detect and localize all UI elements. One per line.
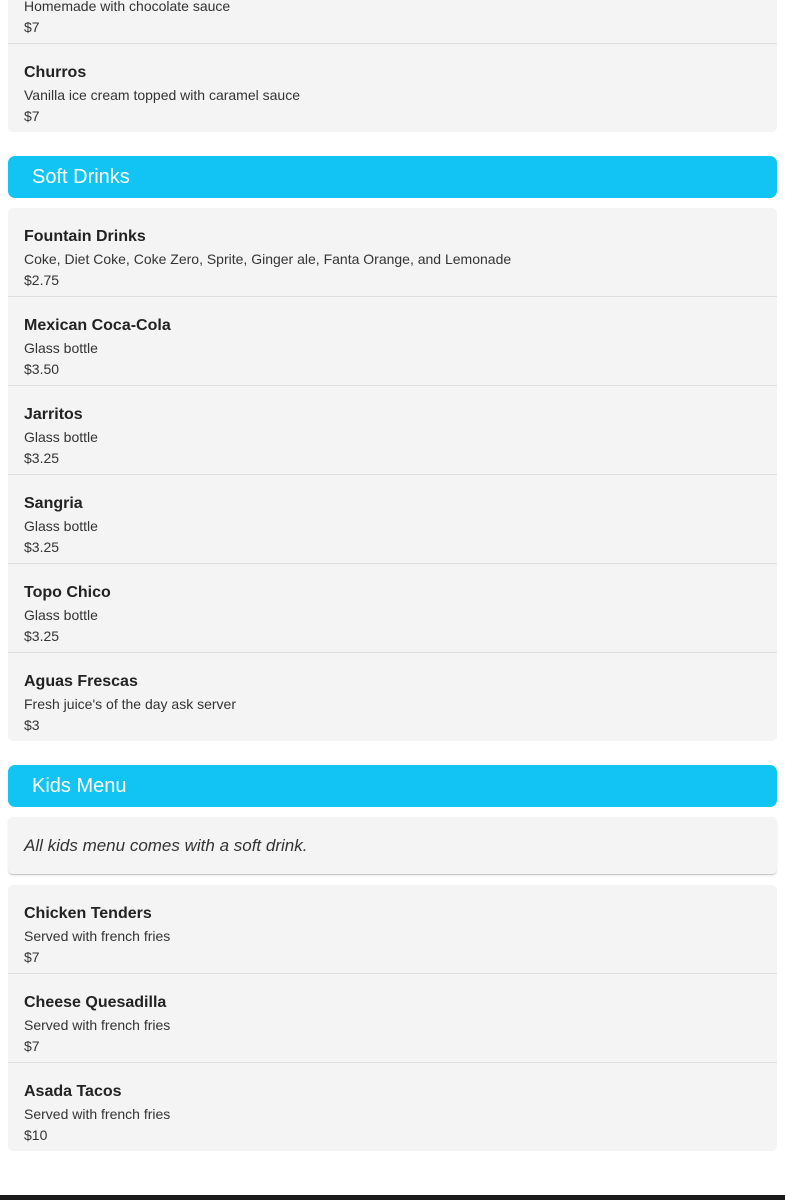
section-header-soft-drinks: Soft Drinks [8, 156, 777, 198]
item-price: $7 [24, 1038, 40, 1054]
menu-item [8, 208, 777, 297]
menu-item [8, 885, 777, 974]
item-price: $7 [24, 19, 40, 35]
item-price: $3.25 [24, 450, 60, 466]
item-description: Fresh juice's of the day ask server [24, 696, 236, 712]
item-price: $3 [24, 717, 40, 733]
item-price: $7 [24, 949, 40, 965]
item-name: Fountain Drinks [24, 228, 146, 245]
menu-item [8, 564, 777, 653]
item-description: Homemade with chocolate sauce [24, 0, 231, 14]
item-description: Glass bottle [24, 518, 98, 534]
item-name: Asada Tacos [24, 1083, 122, 1100]
item-description: Glass bottle [24, 607, 98, 623]
item-description: Glass bottle [24, 340, 98, 356]
kids-menu-note: All kids menu comes with a soft drink. [8, 817, 777, 875]
item-description: Glass bottle [24, 429, 98, 445]
menu-item [8, 0, 777, 44]
item-name: Jarritos [24, 406, 83, 423]
item-name: Mexican Coca-Cola [24, 317, 171, 334]
menu-item [8, 1063, 777, 1151]
item-price: $2.75 [24, 272, 60, 288]
menu-item [8, 386, 777, 475]
desserts-card [8, 0, 777, 132]
item-description: Vanilla ice cream topped with caramel sauce [24, 87, 300, 103]
menu-item [8, 974, 777, 1063]
item-name: Chicken Tenders [24, 905, 152, 922]
soft-drinks-card [8, 208, 777, 741]
kids-menu-card [8, 885, 777, 1151]
item-name: Cheese Quesadilla [24, 994, 167, 1011]
item-price: $3.25 [24, 539, 60, 555]
item-price: $3.25 [24, 628, 60, 644]
item-name: Topo Chico [24, 584, 111, 601]
menu-item [8, 475, 777, 564]
menu-item [8, 297, 777, 386]
item-price: $3.50 [24, 361, 60, 377]
item-description: Served with french fries [24, 1106, 171, 1122]
item-price: $7 [24, 108, 40, 124]
footer-bar [0, 1195, 785, 1200]
item-price: $10 [24, 1127, 48, 1143]
section-header-kids-menu: Kids Menu [8, 765, 777, 807]
item-description: Coke, Diet Coke, Coke Zero, Sprite, Ginger ale, Fanta Orange, and Lemonade [24, 251, 512, 267]
item-description: Served with french fries [24, 1017, 171, 1033]
item-name: Sangria [24, 495, 83, 512]
item-name: Aguas Frescas [24, 673, 138, 690]
menu-item [8, 44, 777, 132]
menu-item [8, 653, 777, 741]
item-description: Served with french fries [24, 928, 171, 944]
item-name: Churros [24, 64, 87, 81]
